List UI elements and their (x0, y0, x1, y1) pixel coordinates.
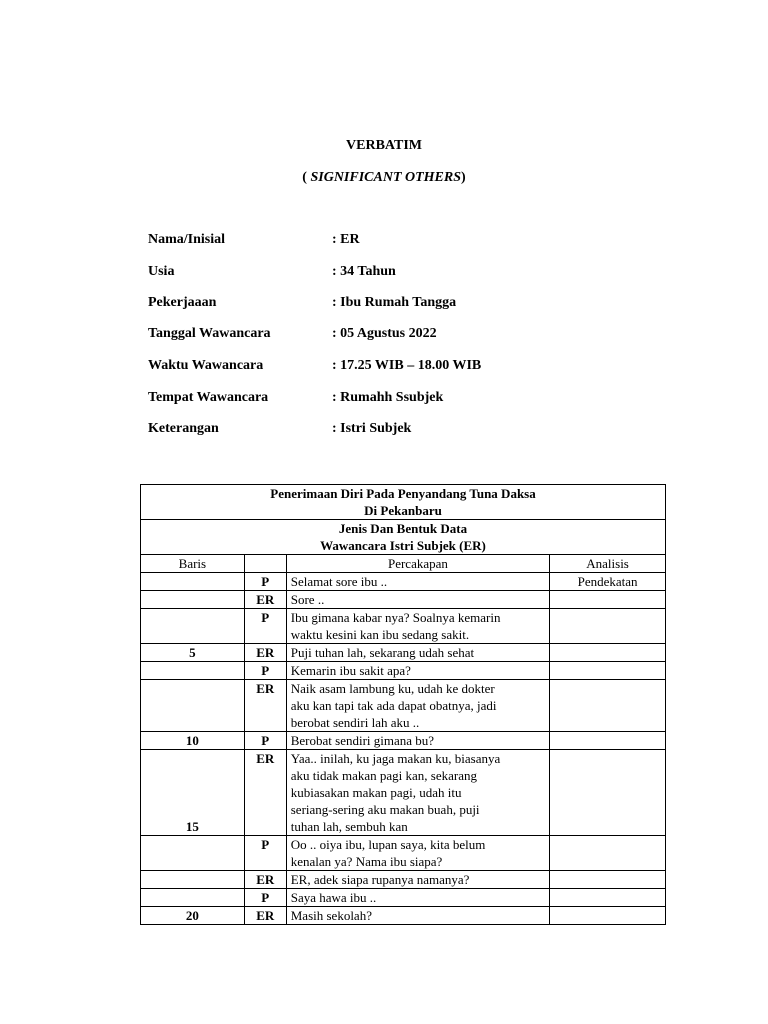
table-row (141, 609, 666, 644)
row-speaker-code: P (244, 662, 286, 680)
row-speaker-code: ER (244, 907, 286, 925)
table-row (141, 907, 666, 925)
row-percakapan (286, 644, 549, 662)
row-speaker-code: P (244, 732, 286, 750)
percakapan-line: Ibu gimana kabar nya? Soalnya kemarin (290, 610, 501, 625)
info-label: Waktu Wawancara (148, 358, 264, 373)
table-heading-1 (141, 485, 666, 520)
row-speaker-code: P (244, 836, 286, 871)
row-baris-number (141, 871, 245, 889)
info-value: : Rumahh Ssubjek (332, 390, 444, 405)
percakapan-line: berobat sendiri lah aku .. (290, 715, 420, 730)
row-baris-number (141, 573, 245, 591)
info-label: Pekerjaaan (148, 295, 217, 310)
row-analisis (550, 836, 666, 871)
table-row (141, 680, 666, 732)
row-percakapan (286, 680, 549, 732)
percakapan-line: Masih sekolah? (290, 908, 372, 923)
percakapan-line: Oo .. oiya ibu, lupan saya, kita belum (290, 837, 486, 852)
info-value: : Istri Subjek (332, 421, 412, 436)
table-row (141, 644, 666, 662)
table-row (141, 871, 666, 889)
info-value: : 05 Agustus 2022 (332, 326, 437, 341)
info-value: : ER (332, 232, 360, 247)
percakapan-line: ER, adek siapa rupanya namanya? (290, 872, 470, 887)
percakapan-line: Sore .. (290, 592, 325, 607)
info-label: Nama/Inisial (148, 232, 226, 247)
column-header-analisis: Analisis (550, 555, 666, 573)
percakapan-line: aku kan tapi tak ada dapat obatnya, jadi (290, 698, 497, 713)
info-value: : 17.25 WIB – 18.00 WIB (332, 358, 482, 373)
row-baris-number (141, 609, 245, 644)
row-baris-number: 15 (141, 750, 245, 836)
row-baris-number (141, 680, 245, 732)
row-analisis: Pendekatan (550, 573, 666, 591)
row-percakapan (286, 907, 549, 925)
row-percakapan (286, 662, 549, 680)
row-analisis (550, 591, 666, 609)
row-percakapan (286, 732, 549, 750)
document-title: VERBATIM (346, 138, 422, 153)
table-row (141, 662, 666, 680)
row-analisis (550, 750, 666, 836)
row-analisis (550, 644, 666, 662)
row-percakapan (286, 591, 549, 609)
row-speaker-code: P (244, 889, 286, 907)
row-analisis (550, 609, 666, 644)
row-baris-number (141, 836, 245, 871)
table-heading-1-cell (141, 485, 666, 520)
row-percakapan (286, 609, 549, 644)
row-percakapan (286, 573, 549, 591)
row-analisis (550, 732, 666, 750)
row-speaker-code: ER (244, 680, 286, 732)
info-value: : Ibu Rumah Tangga (332, 295, 457, 310)
percakapan-line: waktu kesini kan ibu sedang sakit. (290, 627, 470, 642)
column-header-baris: Baris (141, 555, 245, 573)
percakapan-line: Berobat sendiri gimana bu? (290, 733, 435, 748)
column-header-row (141, 555, 666, 573)
row-percakapan (286, 871, 549, 889)
column-header-percakapan: Percakapan (286, 555, 549, 573)
row-speaker-code: P (244, 609, 286, 644)
document-subtitle (0, 170, 768, 186)
percakapan-line: seriang-sering aku makan buah, puji (290, 802, 480, 817)
row-speaker-code: P (244, 573, 286, 591)
row-baris-number: 5 (141, 644, 245, 662)
row-percakapan (286, 889, 549, 907)
row-speaker-code: ER (244, 644, 286, 662)
row-analisis (550, 662, 666, 680)
percakapan-line: aku tidak makan pagi kan, sekarang (290, 768, 477, 783)
table-heading-2-cell (141, 520, 666, 555)
row-baris-number: 10 (141, 732, 245, 750)
percakapan-line: Saya hawa ibu .. (290, 890, 377, 905)
percakapan-line: Yaa.. inilah, ku jaga makan ku, biasanya (290, 751, 501, 766)
row-baris-number (141, 662, 245, 680)
heading-line: Penerimaan Diri Pada Penyandang Tuna Daksa (270, 486, 536, 501)
subtitle-open-paren: ( (302, 170, 311, 185)
info-label: Tempat Wawancara (148, 390, 269, 405)
row-analisis (550, 871, 666, 889)
info-label: Keterangan (148, 421, 219, 436)
heading-line: Di Pekanbaru (364, 503, 442, 518)
table-row (141, 836, 666, 871)
percakapan-line: Kemarin ibu sakit apa? (290, 663, 411, 678)
percakapan-line: Puji tuhan lah, sekarang udah sehat (290, 645, 475, 660)
column-header-speaker (244, 555, 286, 573)
percakapan-line: kenalan ya? Nama ibu siapa? (290, 854, 443, 869)
table-row (141, 573, 666, 591)
info-value: : 34 Tahun (332, 264, 396, 279)
info-label: Usia (148, 264, 175, 279)
row-baris-number (141, 889, 245, 907)
table-row (141, 889, 666, 907)
percakapan-line: tuhan lah, sembuh kan (290, 819, 408, 834)
percakapan-line: kubiasakan makan pagi, udah itu (290, 785, 462, 800)
table-row (141, 732, 666, 750)
table-row (141, 750, 666, 836)
row-percakapan (286, 836, 549, 871)
table-row (141, 591, 666, 609)
row-percakapan (286, 750, 549, 836)
percakapan-line: Selamat sore ibu .. (290, 574, 388, 589)
row-baris-number: 20 (141, 907, 245, 925)
row-speaker-code: ER (244, 750, 286, 836)
heading-line: Wawancara Istri Subjek (ER) (320, 538, 486, 553)
subtitle-text: SIGNIFICANT OTHERS (310, 170, 462, 185)
table-heading-2 (141, 520, 666, 555)
verbatim-table-body (141, 485, 666, 925)
heading-line: Jenis Dan Bentuk Data (338, 521, 468, 536)
percakapan-line: Naik asam lambung ku, udah ke dokter (290, 681, 495, 696)
row-analisis (550, 907, 666, 925)
verbatim-table (140, 484, 666, 925)
row-baris-number (141, 591, 245, 609)
row-speaker-code: ER (244, 591, 286, 609)
info-label: Tanggal Wawancara (148, 326, 271, 341)
row-analisis (550, 680, 666, 732)
row-analisis (550, 889, 666, 907)
row-speaker-code: ER (244, 871, 286, 889)
subtitle-close-paren: ) (461, 170, 466, 185)
